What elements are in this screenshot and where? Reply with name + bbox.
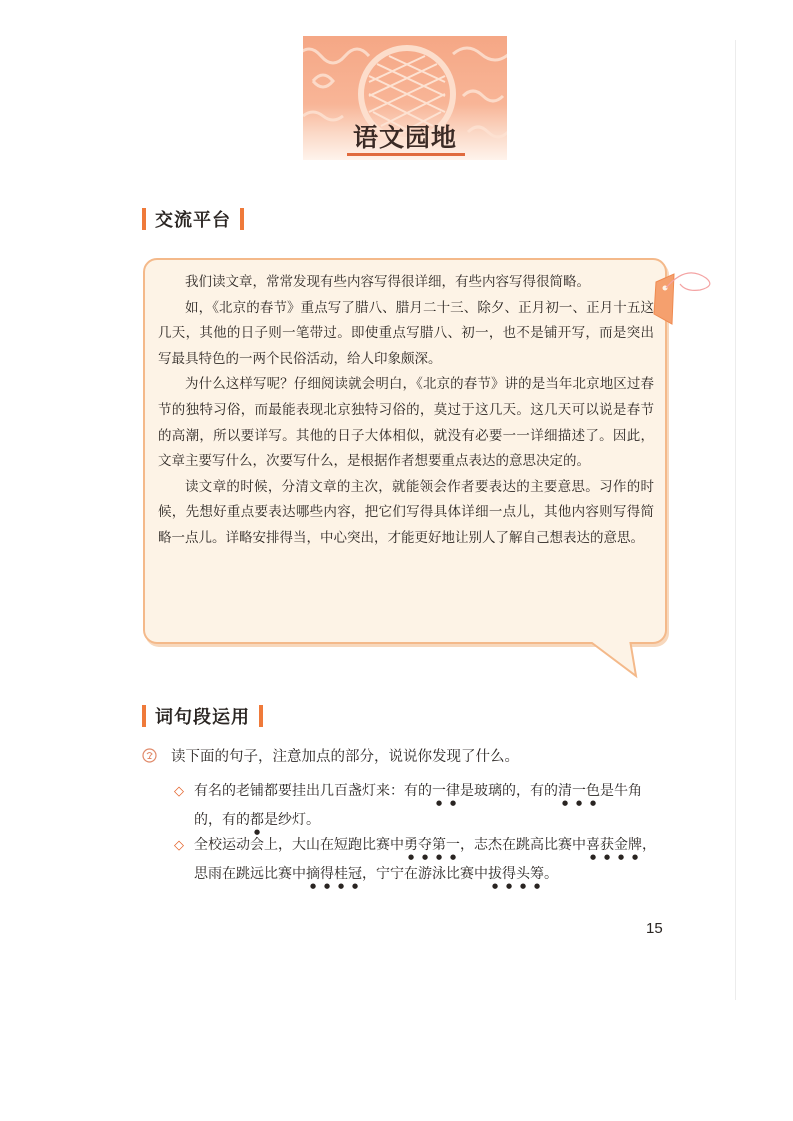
- emphasized-phrase: 清一色: [558, 783, 600, 799]
- sentence-segment: ，思雨在跳远比赛中: [194, 837, 656, 882]
- example-sentence-1: [174, 778, 668, 836]
- sentence-segment: ，志杰在跳高比赛中: [460, 837, 586, 853]
- banner-title: 语文园地: [352, 123, 457, 152]
- emphasized-phrase: 勇夺第一: [404, 837, 460, 853]
- sentence-segment: 有名的老铺都要挂出几百盏灯来：有的: [194, 783, 432, 799]
- sentence-segment: 全校运动会上，大山在短跑比赛中: [194, 837, 404, 853]
- page-edge: [735, 40, 736, 1000]
- ribbon-tag-icon: [652, 268, 722, 332]
- task-instruction: 读下面的句子，注意加点的部分，说说你发现了什么。: [171, 749, 519, 765]
- section-heading-word-usage: [142, 703, 263, 729]
- diamond-bullet-icon: ◇: [174, 784, 184, 799]
- emphasized-phrase: 摘得桂冠: [306, 866, 362, 882]
- example-text: [194, 778, 668, 836]
- passage-paragraph: 我们读文章，常常发现有些内容写得很详细，有些内容写得很简略。: [185, 274, 590, 290]
- example-sentence-2: [174, 832, 668, 890]
- sentence-segment: 是纱灯。: [264, 812, 320, 828]
- bubble-tail: [586, 640, 642, 680]
- section-heading-exchange: [142, 206, 244, 232]
- passage: [158, 270, 654, 552]
- sentence-segment: 是牛角的，有的: [194, 783, 642, 828]
- passage-paragraph: 读文章的时候，分清文章的主次，就能领会作者要表达的主要意思。习作的时候，先想好重点要表达哪些内容，把它们写得具体详细一点儿，其他内容则写得简略一点儿。详略安排得当，中心突出，才能更好地让别人了解自己想表达的意思。: [158, 478, 654, 546]
- diamond-bullet-icon: ◇: [174, 838, 184, 853]
- passage-paragraph: 如，《北京的春节》重点写了腊八、腊月二十三、除夕、正月初一、正月十五这几天，其他的日子则一笔带过。即使重点写腊八、初一，也不是铺开写，而是突出写最具特色的一两个民俗活动，给人印象颇深。: [158, 299, 654, 367]
- section-heading-label: 交流平台: [155, 210, 231, 231]
- page-number: 15: [646, 920, 663, 937]
- sentence-segment: 是玻璃的，有的: [460, 783, 558, 799]
- emphasized-phrase: 拔得头筹: [488, 866, 544, 882]
- example-text: [194, 832, 668, 890]
- passage-paragraph: 为什么这样写呢？仔细阅读就会明白，《北京的春节》讲的是当年北京地区过春节的独特习俗，而最能表现北京独特习俗的，莫过于这几天。这几天可以说是春节的高潮，所以要详写。其他的日子大体相似，就没有必要一一详细描述了。因此，文章主要写什么，次要写什么，是根据作者想要重点表达的意思决定的。: [158, 376, 654, 470]
- emphasized-phrase: 喜获金牌: [586, 837, 642, 853]
- heading-bar-right: [240, 208, 244, 230]
- sentence-segment: ，宁宁在游泳比赛中: [362, 866, 488, 882]
- emphasized-phrase: 一律: [432, 783, 460, 799]
- heading-bar-right: [259, 705, 263, 727]
- emphasized-phrase: 都: [250, 812, 264, 828]
- task-number-icon: [142, 748, 157, 763]
- section-heading-label: 词句段运用: [155, 707, 250, 728]
- title-banner: [303, 36, 507, 160]
- sentence-segment: 。: [544, 866, 558, 882]
- banner-underline: [347, 153, 465, 156]
